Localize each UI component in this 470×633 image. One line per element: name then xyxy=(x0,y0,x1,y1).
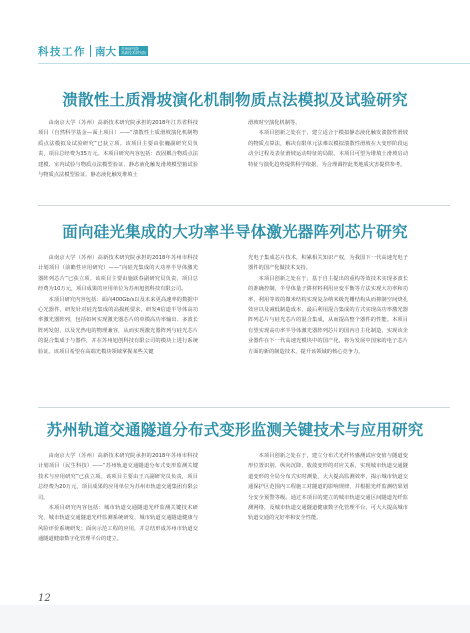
article-left-column xyxy=(38,253,198,357)
article-title: 面向硅光集成的大功率半导体激光器阵列芯片研究 xyxy=(62,223,408,241)
article-right-column xyxy=(248,451,408,524)
header-rule xyxy=(38,63,470,64)
article-right-column xyxy=(248,253,408,357)
article-paragraph: 滑坡时空演化机制等。 xyxy=(248,120,301,126)
article-paragraph: 本项目创新之处在于，基于自主提出的重构等效技术实现多波长的准确控制，半导体量子阱材料利用应变平衡等方法实现大功率和功率，利用等效的微米结构实现复杂纳米级光栅结构从而抑制空间烧孔效应以及减低制造成本，最后利用混合集成的方式实现高功率激光器阵列芯片与硅光芯片的混合集成，从而提高整个器件的性能。本项目有望实现高功率半导体激光器阵列芯片的国内自主化制造，实现该企业器件在下一代高速光模块中的国产化，将为发展中国家的电子芯片方面的新的制造技术，提升该领域的核心竞争力。 xyxy=(248,275,408,355)
article-left-column xyxy=(38,451,198,545)
article-title: 溃散性土质滑坡演化机制物质点法模拟及试验研究 xyxy=(62,91,408,109)
brand-badge-line: 高新技术研究院 xyxy=(121,51,147,55)
article-paragraph: 由南京大学（苏州）高新技术研究院承担的2018年苏州市科技计划项目（民生科技）——“苏州轨道交通隧道分布式变形监测关键技术与应用研究”已获立项。该项目主要由王兴副研究员负责，项目总经费为20万元，项目成果的应用单位为苏州市轨道交通集团有限公司。 xyxy=(38,453,198,501)
article-separator xyxy=(38,205,450,206)
brand-logo xyxy=(119,46,148,57)
article-paragraph: 本项目创新之处在于，建立分布式光纤传感测试应变值与隧道变形位置识别、纵向沉降、收敛变形的对应关系，实现城市轨道交通隧道变形的全局分布式实时测量，大大提高监测效率，揭示城市轨道交通保护区范围内工程施工对隧道的影响规律，并根据光纤监测结果划分安全预警等级。通过本项目的建立的城市轨道交通区间隧道光纤监测网络，及城市轨道交通隧道健康数字化管理平台，可大大提高城市轨道交通的完好率和安全性能。 xyxy=(248,453,408,522)
brand-name: 南大 xyxy=(95,45,116,58)
article-paragraph: 由南京大学（苏州）高新技术研究院承担的2018年苏州市科技计划项目（前瞻性应用研究）——“向硅光集成的大功率半导体激光器阵列芯片”已获立项。该项目主要由施跃春副研究员负责，项目总经费为10万元，项目成果的应用单位为苏州旭创科技有限公司。 xyxy=(38,255,198,293)
article-title: 苏州轨道交通隧道分布式变形监测关键技术与应用研究 xyxy=(46,421,424,439)
article-paragraph: 光电子集成芯片技术，积累相关知识产权，为我国下一代高速光电子器件的国产化做技术支持。 xyxy=(248,255,408,272)
page-number: 12 xyxy=(38,593,51,604)
article-left-column xyxy=(38,118,198,180)
article-paragraph: 由南京大学（苏州）高新技术研究院承担的2018年江苏省科技项目（自然科学基金—面上项目）——“溃散性土质滑坡演化机制物质点法模拟及试验研究”已获立项。该项目主要由张巍副研究员负责，项目总经费为35万元。本项目研究内容包括：改固耦合物质点法建模、室内试验与物质点法模型验证、静态液化触发滑坡模型箱试验与物质点法模型验证、静态液化触发堆填土 xyxy=(38,120,198,179)
footer-band xyxy=(0,605,470,633)
page-header xyxy=(38,43,148,59)
article-paragraph: 本项目创新之处在于，建立适合于模拟静态液化触发溃散性滑坡的物质点算法，解决有限单元法难以模拟溃散性滑坡在大变形阶段运动全过程及表征滑坡运动特征的局限。本项目可望为堆填土滑坡启动特征与演化趋势提供科学依据，为合理调控此类地质灾害提供参考。 xyxy=(248,130,408,168)
section-label: 科技工作 xyxy=(38,45,86,58)
article-paragraph: 本项目研究内容包括：城市轨道交通隧道光纤监测关键技术研究、城市轨道交通隧道光纤监测系统研发、城市轨道交通隧道健康与风险评价系统研发；面向示范工程的应用，并总结形成苏州市轨道交通隧道健康数字化管理平台的建立。 xyxy=(38,505,198,543)
article-paragraph: 本项目研究内容包括：面向400Gb/s以及未来更高速率的数据中心光器件，研发针对硅光集成的高损耗要求，研发4信道半导体高功率激光器阵列，包括如何实现激光器芯片的单模高功率输出、多波长阵列发射，以及光热电的物理兼容，从而实现激光器阵列与硅光芯片的混合集成于与器件，并在苏州旭创科技有限公司的模块上进行系统验证。该项目希望在高端光模块领域掌握某些关键 xyxy=(38,296,198,355)
article-separator xyxy=(38,407,450,408)
article-right-column xyxy=(248,118,408,170)
brand-badge-line: 苏州研究院 xyxy=(121,46,139,51)
header-divider xyxy=(90,45,91,57)
